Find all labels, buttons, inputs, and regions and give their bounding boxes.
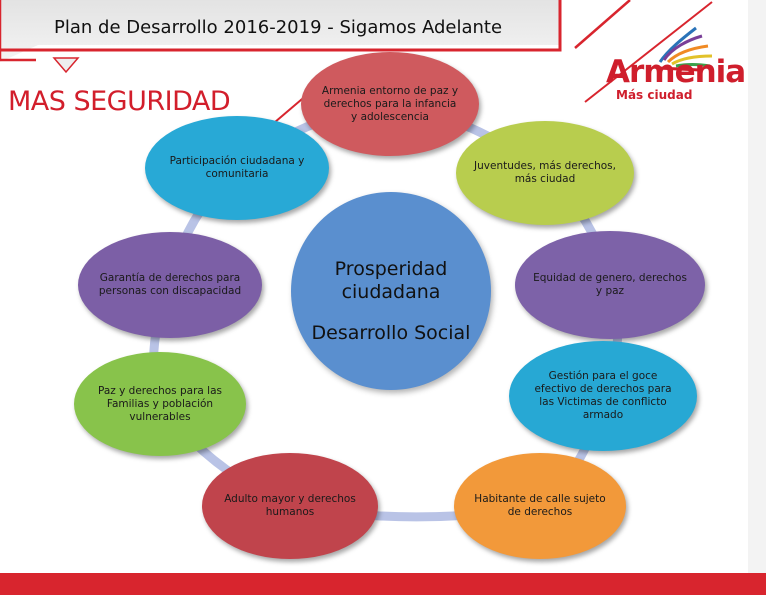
- page-title: Plan de Desarrollo 2016-2019 - Sigamos Adelante: [54, 17, 503, 38]
- program-node-label: Equidad de genero, derechos y paz: [533, 272, 687, 297]
- program-node: [509, 341, 697, 451]
- program-node-label: Armenia entorno de paz y derechos para la infancia y adolescencia: [321, 84, 459, 123]
- program-node-label: Juventudes, más derechos, más ciudad: [474, 160, 616, 185]
- center-label-prosperidad: Prosperidad ciudadana: [334, 258, 448, 303]
- logo-subtitle: Más ciudad: [616, 88, 693, 102]
- program-node: [301, 52, 479, 156]
- program-node: [145, 116, 329, 220]
- logo-wordmark: Armenia: [606, 54, 746, 90]
- program-node: [454, 453, 626, 559]
- program-node-label: Adulto mayor y derechos humanos: [224, 493, 356, 518]
- program-node-label: Gestión para el goce efectivo de derechos para las Victimas de conflicto armado: [534, 370, 672, 421]
- program-node-label: Habitante de calle sujeto de derechos: [474, 493, 606, 518]
- program-node: [74, 352, 246, 456]
- program-node: [202, 453, 378, 559]
- program-node: [515, 231, 705, 339]
- program-node: [456, 121, 634, 225]
- program-node-label: Garantía de derechos para personas con discapacidad: [98, 272, 242, 297]
- section-heading: MAS SEGURIDAD: [8, 86, 231, 117]
- program-node: [78, 232, 262, 338]
- center-label-desarrollo: Desarrollo Social: [311, 322, 471, 344]
- program-node-label: Paz y derechos para las Familias y población vulnerables: [97, 384, 223, 423]
- program-node-label: Participación ciudadana y comunitaria: [169, 155, 305, 180]
